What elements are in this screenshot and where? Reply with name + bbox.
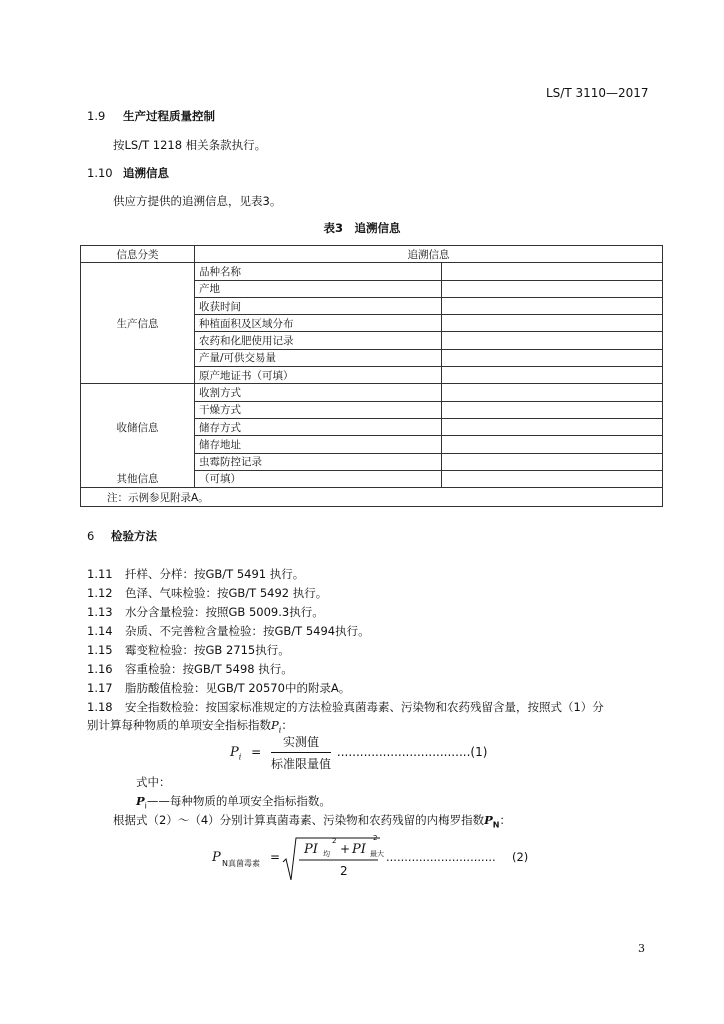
table-row xyxy=(81,470,663,487)
group-other: 其他信息 xyxy=(81,470,195,487)
method-1-18-continuation: 别计算每种物质的单项安全指标指数$P_i$： xyxy=(87,718,293,735)
item-cell: 干燥方式 xyxy=(195,401,442,418)
section-number: 6 xyxy=(87,529,95,543)
formula-leader: .............................. xyxy=(386,850,496,864)
method-item: 1.17 脂肪酸值检验：见GB/T 20570中的附录A。 xyxy=(87,681,351,695)
formula-2-intro: 根据式（2）～（4）分别计算真菌毒素、污染物和农药残留的内梅罗指数$P_N$： xyxy=(113,813,511,830)
table-row xyxy=(81,263,663,280)
method-item: 1.13 水分含量检验：按照GB 5009.3执行。 xyxy=(87,605,324,619)
method-item: 1.12 色泽、气味检验：按GB/T 5492 执行。 xyxy=(87,586,328,600)
header-category: 信息分类 xyxy=(81,246,195,263)
value-cell xyxy=(442,418,663,435)
method-item: 1.11 扦样、分样：按GB/T 5491 执行。 xyxy=(87,567,305,581)
table-header-row xyxy=(81,246,663,263)
value-cell xyxy=(442,470,663,487)
section-title: 生产过程质量控制 xyxy=(123,109,215,123)
value-cell xyxy=(442,401,663,418)
item-cell: 种植面积及区域分布 xyxy=(195,315,442,332)
value-cell xyxy=(442,384,663,401)
where-definition: $P_i——$每种物质的单项安全指标指数。 xyxy=(136,794,331,811)
method-item: 1.16 容重检验：按GB/T 5498 执行。 xyxy=(87,662,293,676)
item-cell: （可填） xyxy=(195,470,442,487)
value-cell xyxy=(442,349,663,366)
term-pi-avg: PI xyxy=(304,842,318,857)
section-1-10-heading xyxy=(87,165,169,181)
formula-2 xyxy=(212,836,552,882)
header-trace-info: 追溯信息 xyxy=(195,246,663,263)
traceability-table xyxy=(80,245,663,507)
value-cell xyxy=(442,263,663,280)
item-cell: 储存方式 xyxy=(195,418,442,435)
item-cell: 产量/可供交易量 xyxy=(195,349,442,366)
term-pi-avg-sub: 均 xyxy=(323,850,330,858)
method-item: 1.18 安全指数检验：按国家标准规定的方法检验真菌毒素、污染物和农药残留含量，按照式（1）分 xyxy=(87,700,604,714)
table-row xyxy=(81,384,663,401)
item-cell: 收获时间 xyxy=(195,297,442,314)
item-cell: 原产地证书（可填） xyxy=(195,367,442,384)
formula-label: (1) xyxy=(470,745,488,759)
group-production: 生产信息 xyxy=(81,263,195,384)
value-cell xyxy=(442,453,663,470)
method-item: 1.14 杂质、不完善粒含量检验：按GB/T 5494执行。 xyxy=(87,624,370,638)
term-pi-max-sup: 2 xyxy=(373,834,378,842)
value-cell xyxy=(442,297,663,314)
table-caption: 表3 追溯信息 xyxy=(323,221,401,235)
formula-leader: ................................... xyxy=(336,745,471,759)
standard-number: LS/T 3110—2017 xyxy=(546,86,649,100)
section-6-heading xyxy=(87,528,157,544)
item-cell: 产地 xyxy=(195,280,442,297)
term-pi-max: PI xyxy=(352,842,366,857)
item-cell: 储存地址 xyxy=(195,436,442,453)
formula-lhs: P xyxy=(212,850,221,865)
plus-sign: + xyxy=(340,842,351,856)
section-1-9-body: 按LS/T 1218 相关条款执行。 xyxy=(113,138,267,152)
group-storage: 收储信息 xyxy=(81,384,195,470)
item-cell: 收割方式 xyxy=(195,384,442,401)
where-label: 式中： xyxy=(136,775,171,789)
value-cell xyxy=(442,280,663,297)
table-note: 注：示例参见附录A。 xyxy=(81,488,663,507)
term-pi-max-sub: 最大 xyxy=(370,850,384,858)
formula-lhs: P xyxy=(230,745,239,760)
item-cell: 品种名称 xyxy=(195,263,442,280)
section-title: 追溯信息 xyxy=(123,166,169,180)
formula-eq: = xyxy=(270,850,281,864)
value-cell xyxy=(442,367,663,384)
formula-denominator: 2 xyxy=(340,864,348,878)
section-number: 1.9 xyxy=(87,109,106,123)
item-cell: 农药和化肥使用记录 xyxy=(195,332,442,349)
value-cell xyxy=(442,315,663,332)
formula-1: $P_i$ = $\frac{\text{实测值}}{\text{标准限量值}}$ ...................................(1) xyxy=(230,735,488,771)
section-1-9-heading xyxy=(87,108,215,124)
item-cell: 虫霉防控记录 xyxy=(195,453,442,470)
section-title: 检验方法 xyxy=(111,529,157,543)
table-note-row xyxy=(81,488,663,507)
value-cell xyxy=(442,436,663,453)
section-1-10-body: 供应方提供的追溯信息，见表3。 xyxy=(113,194,282,208)
method-item: 1.15 霉变粒检验：按GB 2715执行。 xyxy=(87,643,290,657)
value-cell xyxy=(442,332,663,349)
page-number: 3 xyxy=(638,942,645,955)
formula-label: (2) xyxy=(512,850,529,864)
formula-lhs-sub: N真菌毒素 xyxy=(222,859,260,868)
formula-fraction: $\frac{\text{实测值}}{\text{标准限量值}}$ xyxy=(271,735,332,771)
section-number: 1.10 xyxy=(87,166,113,180)
term-pi-avg-sup: 2 xyxy=(332,837,337,845)
